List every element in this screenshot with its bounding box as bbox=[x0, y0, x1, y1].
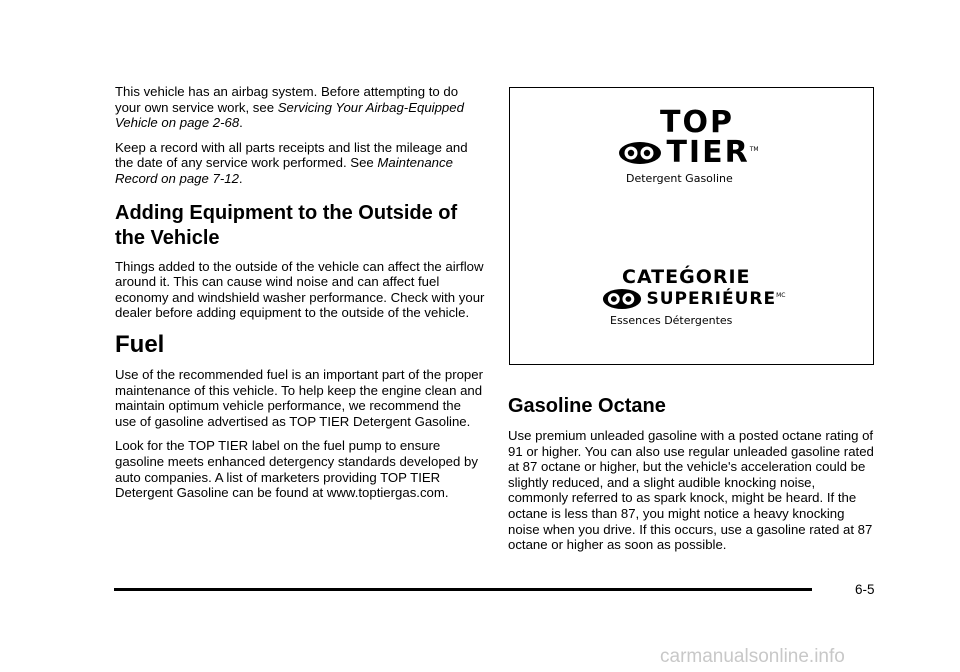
left-column bbox=[115, 84, 485, 510]
airbag-text: This vehicle has an airbag system. Before attempting to do your own service work, see bbox=[115, 84, 459, 115]
logo-subtitle-french: Essences Détergentes bbox=[610, 314, 733, 327]
top-tier-mark-icon-fr bbox=[602, 288, 642, 310]
airbag-end: . bbox=[239, 115, 243, 131]
top-tier-mark-icon bbox=[618, 141, 662, 165]
page-number: 6-5 bbox=[855, 582, 875, 597]
top-tier-figure bbox=[509, 87, 874, 365]
fuel-paragraph-1: Use of the recommended fuel is an important part of the proper maintenance of this vehicle. To help keep the engine clean and maintain optimum vehicle performance, we recommend the use of gasoline advertised as TOP TIER Detergent Gasoline. bbox=[115, 366, 483, 429]
top-tier-logo-french bbox=[602, 266, 792, 336]
heading-adding-equipment: Adding Equipment to the Outside of the Vehicle bbox=[115, 201, 458, 249]
right-column bbox=[508, 394, 878, 562]
equipment-paragraph: Things added to the outside of the vehicle can affect the airflow around it. This can cause wind noise and can affect fuel economy and windshield washer performance. Check with your dealer before adding equipment to the outside of the vehicle. bbox=[115, 258, 485, 321]
logo-superieure-text: SUPERIÉURE bbox=[646, 289, 777, 309]
footer-rule bbox=[114, 588, 812, 591]
record-reference[interactable]: Maintenance Record on page 7-12 bbox=[115, 155, 453, 186]
record-paragraph bbox=[115, 140, 485, 187]
top-tier-logo-english bbox=[618, 105, 768, 188]
fuel-paragraph-2: Look for the TOP TIER label on the fuel pump to ensure gasoline meets enhanced detergency standards developed by auto companies. A list of marketers providing TOP TIER Detergent Gasoline can be found at www.toptiergas.com. bbox=[115, 438, 478, 501]
logo-subtitle-english: Detergent Gasoline bbox=[626, 172, 733, 185]
octane-paragraph: Use premium unleaded gasoline with a posted octane rating of 91 or higher. You can also use regular unleaded gasoline rated at 87 octane or higher, but the vehicle's acceleration could be slightly reduced, and a slight audible knocking noise, commonly referred to as spark knock, might be heard. If the octane is less than 87, you might notice a heavy knocking noise when you drive. If this occurs, use a gasoline rated at 87 octane or higher as soon as possible. bbox=[508, 428, 874, 553]
logo-top-text: TOP bbox=[660, 105, 734, 140]
watermark: carmanualsonline.info bbox=[660, 646, 845, 667]
record-text: Keep a record with all parts receipts and list the mileage and the date of any service work performed. See bbox=[115, 139, 468, 171]
airbag-reference[interactable]: Servicing Your Airbag-Equipped Vehicle on page 2-68 bbox=[115, 99, 464, 131]
logo-tier-text: TIER bbox=[666, 135, 750, 170]
heading-fuel: Fuel bbox=[115, 330, 165, 358]
logo-tm: TM bbox=[749, 145, 759, 153]
logo-categorie-text: CATEǴORIE bbox=[622, 266, 751, 288]
logo-mc: MC bbox=[776, 291, 786, 299]
airbag-paragraph bbox=[115, 84, 485, 131]
heading-gasoline-octane: Gasoline Octane bbox=[508, 395, 666, 417]
record-end: . bbox=[238, 170, 243, 186]
